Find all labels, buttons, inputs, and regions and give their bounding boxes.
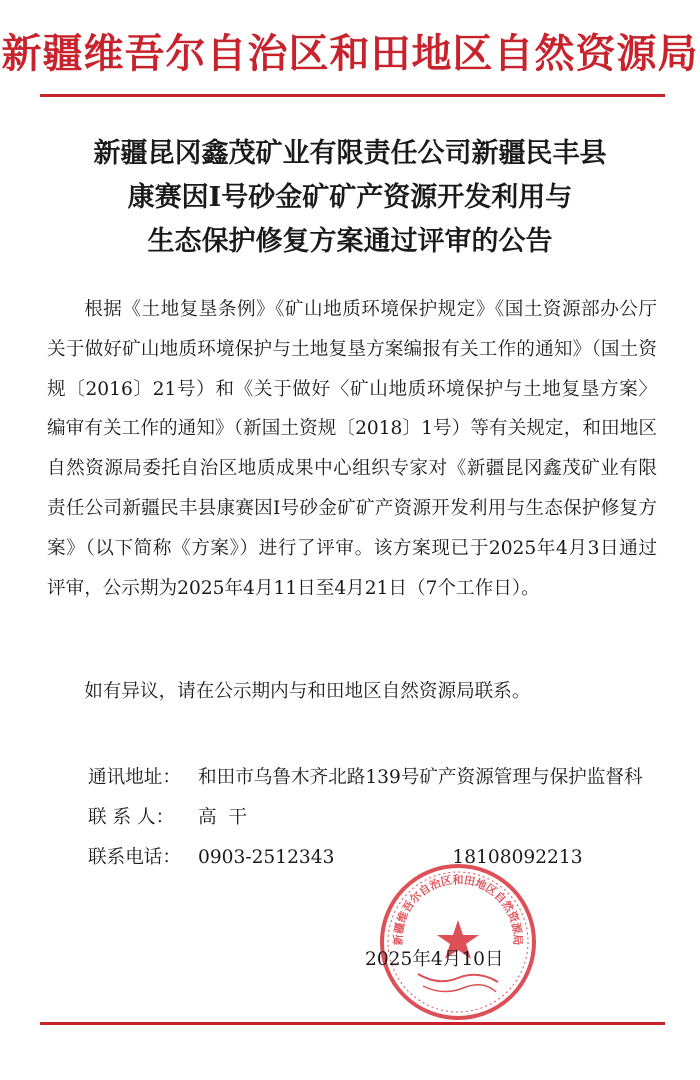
contact-person-value: 高 干 — [198, 807, 248, 828]
document-title-line-1: 新疆昆冈鑫茂矿业有限责任公司新疆民丰县 — [93, 138, 607, 169]
contact-person-row — [88, 798, 668, 838]
phone-number-1: 0903-2512343 — [198, 847, 335, 868]
contact-block — [88, 758, 668, 878]
phone-number-2: 18108092213 — [452, 847, 583, 868]
document-title-line-3: 生态保护修复方案通过评审的公告 — [147, 226, 553, 257]
issue-date: 2025年4月10日 — [365, 949, 504, 970]
body-text — [47, 290, 657, 608]
document-title-line-2: 康赛因Ⅰ号砂金矿矿产资源开发利用与 — [127, 182, 573, 213]
body-paragraph-1: 根据《土地复垦条例》《矿山地质环境保护规定》《国土资源部办公厅关于做好矿山地质环境保护与土地复垦方案编报有关工作的通知》（国土资规〔2016〕21号）和《关于做好〈矿山地质环境保护与土地复垦方案〉编审有关工作的通知》（新国土资规〔2018〕1号）等有关规定，和田地区自然资源局委托自治区地质成果中心组织专家对《新疆昆冈鑫茂矿业有限责任公司新疆民丰县康赛因Ⅰ号砂金矿矿产资源开发利用与生态保护修复方案》（以下简称《方案》）进行了评审。该方案现已于2025年4月3日通过评审，公示期为2025年4月11日至4月21日（7个工作日）。 — [47, 299, 657, 599]
objection-paragraph: 如有异议，请在公示期内与和田地区自然资源局联系。 — [84, 681, 531, 702]
address-row — [88, 758, 668, 798]
contact-person-label: 联 系 人： — [88, 807, 175, 828]
phone-label: 联系电话： — [88, 847, 181, 868]
footer-red-rule — [40, 1022, 665, 1025]
agency-header-title: 新疆维吾尔自治区和田地区自然资源局 — [1, 30, 699, 77]
document-title — [0, 132, 700, 264]
seal-text: 新疆维吾尔自治区和田地区自然资源局 — [391, 873, 525, 946]
header-red-rule — [40, 94, 665, 97]
address-label: 通讯地址： — [88, 767, 181, 788]
official-seal-icon — [378, 862, 538, 1022]
address-value: 和田市乌鲁木齐北路139号矿产资源管理与保护监督科 — [198, 767, 643, 788]
